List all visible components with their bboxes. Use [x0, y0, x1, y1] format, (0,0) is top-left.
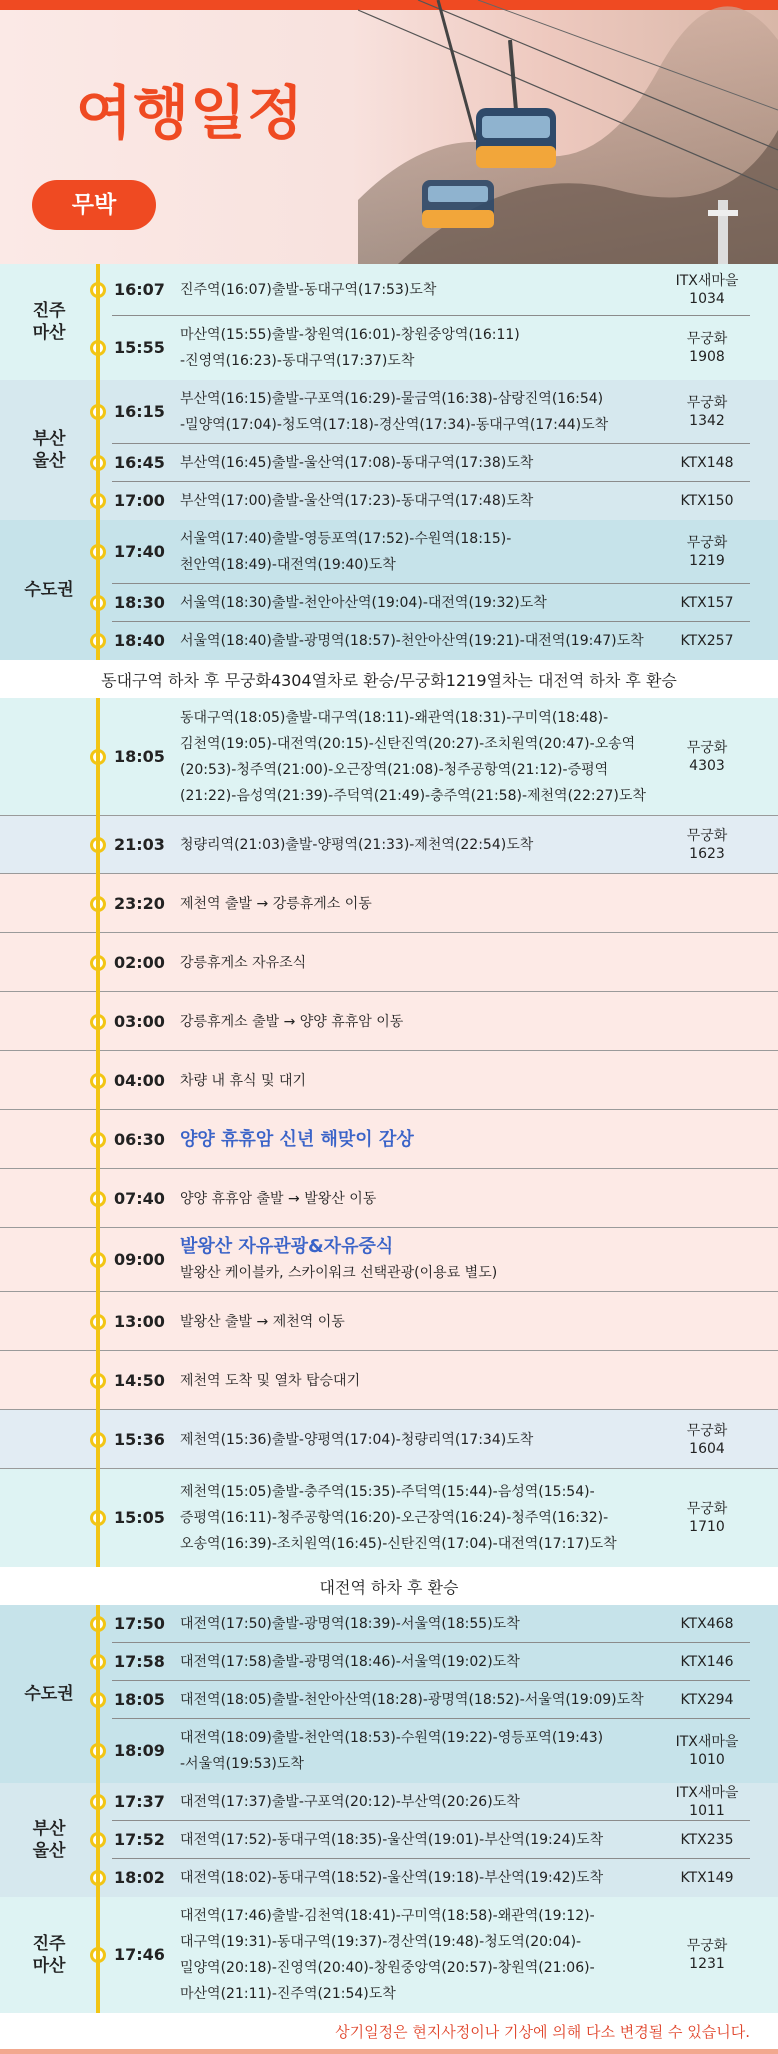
region-name: 진주 마산	[32, 301, 66, 343]
departure-time: 21:03	[114, 835, 165, 854]
schedule-row	[0, 1605, 778, 1643]
schedule-block	[0, 1410, 778, 1469]
departure-time: 17:50	[114, 1614, 165, 1633]
route-description: 양양 휴휴암 출발 → 발왕산 이동	[180, 1190, 377, 1207]
schedule-block	[0, 1469, 778, 1567]
departure-time: 18:05	[114, 1690, 165, 1709]
route-description: 부산역(16:45)출발-울산역(17:08)-동대구역(17:38)도착	[180, 455, 534, 471]
departure-time: 16:07	[114, 280, 165, 299]
schedule-row	[0, 1469, 778, 1567]
schedule-row	[0, 1681, 778, 1719]
departure-time: 17:40	[114, 542, 165, 561]
timeline-track	[96, 1605, 100, 2013]
departure-time: 18:09	[114, 1741, 165, 1760]
schedule-row	[0, 1410, 778, 1469]
region-block	[0, 264, 778, 380]
departure-time: 06:30	[114, 1129, 165, 1149]
schedule-row	[0, 874, 778, 933]
transfer-notice: 동대구역 하차 후 무궁화4304열차로 환승/무궁화1219열차는 대전역 하차 후 환승	[101, 671, 677, 690]
schedule-row	[0, 933, 778, 992]
timeline-track	[96, 698, 100, 1567]
departure-time: 17:58	[114, 1652, 165, 1671]
route-description: 서울역(18:30)출발-천안아산역(19:04)-대전역(19:32)도착	[180, 595, 547, 611]
schedule-block	[0, 698, 778, 816]
route-description: 서울역(18:40)출발-광명역(18:57)-천안아산역(19:21)-대전역(19:47)도착	[180, 633, 644, 649]
region-block	[0, 1783, 778, 1897]
train-name: KTX294	[680, 1692, 734, 1708]
schedule-row	[0, 622, 778, 660]
region-name: 부산 울산	[32, 1819, 66, 1861]
departure-time: 02:00	[114, 952, 165, 972]
train-name: 무궁화 1342	[686, 395, 728, 429]
departure-time: 17:46	[114, 1945, 165, 1964]
schedule-row	[0, 1351, 778, 1410]
region-name: 수도권	[24, 1684, 74, 1704]
route-description: 강릉휴게소 자유조식	[180, 954, 307, 971]
departure-time: 15:05	[114, 1508, 165, 1527]
departure-time: 18:05	[114, 747, 165, 766]
train-name: 무궁화 4303	[686, 740, 728, 774]
timeline-track	[96, 264, 100, 660]
schedule-row	[0, 584, 778, 622]
transfer-notice-row	[0, 660, 778, 698]
train-name: KTX148	[680, 455, 734, 471]
schedule-row	[0, 1783, 778, 1821]
schedule-row	[0, 316, 778, 380]
page-title: 여행일정	[76, 79, 305, 147]
header-banner	[0, 0, 778, 264]
disclaimer-text: 상기일정은 현지사정이나 기상에 의해 다소 변경될 수 있습니다.	[335, 2023, 750, 2041]
schedule-block	[0, 1292, 778, 1351]
train-name: KTX257	[680, 633, 734, 649]
cable-car-illustration	[358, 0, 778, 264]
route-description: 제천역 도착 및 열차 탑승대기	[180, 1372, 361, 1389]
route-description: 청량리역(21:03)출발-양평역(21:33)-제천역(22:54)도착	[180, 837, 534, 853]
region-name: 부산 울산	[32, 429, 66, 471]
schedule-row	[0, 264, 778, 316]
region-block	[0, 520, 778, 660]
timeline	[0, 264, 778, 2054]
route-description: 마산역(15:55)출발-창원역(16:01)-창원중앙역(16:11) -진영역(16:23)-동대구역(17:37)도착	[180, 327, 520, 369]
schedule-row	[0, 380, 778, 444]
route-description: 대전역(17:52)-동대구역(18:35)-울산역(19:01)-부산역(19:24)도착	[180, 1832, 604, 1848]
departure-time: 09:00	[114, 1250, 165, 1269]
route-description: 대전역(18:02)-동대구역(18:52)-울산역(19:18)-부산역(19:42)도착	[180, 1870, 604, 1886]
schedule-block	[0, 874, 778, 933]
bottom-accent-bar	[0, 2049, 778, 2054]
train-name: 무궁화 1710	[686, 1501, 728, 1535]
schedule-row	[0, 816, 778, 874]
schedule-block	[0, 816, 778, 874]
route-description: 동대구역(18:05)출발-대구역(18:11)-왜관역(18:31)-구미역(18:48)- 김천역(19:05)-대전역(20:15)-신탄진역(20:27)-조치원역(20:47)-오송역 (20:53)-청주역(21:00)-오근장역(21:08)-청주공항역(21:12)-증평역 (21:22)-음성역(21:39)-주덕역(21:49)-충주역(21:58)-제천역(22:27)도착	[180, 710, 646, 804]
region-name: 진주 마산	[32, 1934, 66, 1976]
departure-time: 17:37	[114, 1792, 165, 1811]
schedule-block	[0, 1169, 778, 1228]
footer	[0, 2013, 778, 2049]
schedule-block	[0, 933, 778, 992]
schedule-block	[0, 992, 778, 1051]
schedule-block	[0, 1110, 778, 1169]
departure-time: 17:00	[114, 491, 165, 510]
schedule-block	[0, 1051, 778, 1110]
train-name: 무궁화 1623	[686, 828, 728, 862]
overnight-badge: 무박	[32, 180, 156, 230]
route-description: 대전역(18:09)출발-천안역(18:53)-수원역(19:22)-영등포역(19:43) -서울역(19:53)도착	[180, 1730, 604, 1772]
train-name: 무궁화 1219	[686, 535, 728, 569]
departure-time: 07:40	[114, 1188, 165, 1208]
route-description: 대전역(17:58)출발-광명역(18:46)-서울역(19:02)도착	[180, 1654, 520, 1670]
route-description: 양양 휴휴암 신년 해맞이 감상	[180, 1128, 414, 1150]
train-name: KTX149	[680, 1870, 734, 1886]
schedule-row	[0, 1821, 778, 1859]
schedule-row	[0, 1859, 778, 1897]
schedule-block	[0, 1351, 778, 1410]
schedule-row	[0, 1719, 778, 1783]
schedule-row	[0, 1292, 778, 1351]
schedule-row	[0, 1643, 778, 1681]
train-name: ITX새마을 1034	[675, 273, 739, 307]
departure-time: 18:40	[114, 631, 165, 650]
departure-time: 17:52	[114, 1830, 165, 1849]
schedule-row	[0, 520, 778, 584]
route-description: 제천역(15:05)출발-충주역(15:35)-주덕역(15:44)-음성역(15:54)- 증평역(16:11)-청주공항역(16:20)-오근장역(16:24)-청주역(16:32)- 오송역(16:39)-조치원역(16:45)-신탄진역(17:04)-대전역(17:17)도착	[180, 1484, 617, 1552]
route-description: 발왕산 출발 → 제천역 이동	[180, 1313, 345, 1330]
train-name: ITX새마을 1011	[675, 1785, 739, 1819]
departure-time: 13:00	[114, 1311, 165, 1331]
route-description: 강릉휴게소 출발 → 양양 휴휴암 이동	[180, 1013, 404, 1030]
departure-time: 14:50	[114, 1370, 165, 1390]
train-name: KTX235	[680, 1832, 734, 1848]
departure-time: 04:00	[114, 1070, 165, 1090]
departure-time: 03:00	[114, 1011, 165, 1031]
schedule-row	[0, 1228, 778, 1292]
train-name: KTX146	[680, 1654, 734, 1670]
train-name: 무궁화 1231	[686, 1938, 728, 1972]
departure-time: 15:55	[114, 338, 165, 357]
schedule-row	[0, 1051, 778, 1110]
schedule-row	[0, 992, 778, 1051]
schedule-row	[0, 698, 778, 816]
route-description: 부산역(16:15)출발-구포역(16:29)-물금역(16:38)-삼랑진역(16:54) -밀양역(17:04)-청도역(17:18)-경산역(17:34)-동대구역(17:44)도착	[180, 391, 609, 433]
route-description: 진주역(16:07)출발-동대구역(17:53)도착	[180, 282, 437, 298]
train-name: 무궁화 1604	[686, 1422, 728, 1457]
train-name: KTX150	[680, 493, 734, 509]
region-block	[0, 380, 778, 520]
schedule-row	[0, 1897, 778, 2013]
route-description: 제천역 출발 → 강릉휴게소 이동	[180, 895, 372, 912]
route-description: 서울역(17:40)출발-영등포역(17:52)-수원역(18:15)- 천안역(18:49)-대전역(19:40)도착	[180, 531, 512, 573]
route-description: 차량 내 휴식 및 대기	[180, 1072, 306, 1089]
route-description: 제천역(15:36)출발-양평역(17:04)-청량리역(17:34)도착	[180, 1431, 534, 1448]
transfer-notice-row	[0, 1567, 778, 1605]
region-name: 수도권	[24, 580, 74, 600]
train-name: KTX468	[680, 1616, 734, 1632]
departure-time: 15:36	[114, 1429, 165, 1449]
departure-time: 23:20	[114, 893, 165, 913]
departure-time: 16:15	[114, 402, 165, 421]
route-description: 대전역(17:46)출발-김천역(18:41)-구미역(18:58)-왜관역(19:12)- 대구역(19:31)-동대구역(19:37)-경산역(19:48)-청도역(20:04)- 밀양역(20:18)-진영역(20:40)-창원중앙역(20:57)-창원역(21:06)- 마산역(21:11)-진주역(21:54)도착	[180, 1908, 595, 2002]
route-description: 대전역(17:50)출발-광명역(18:39)-서울역(18:55)도착	[180, 1616, 520, 1632]
route-description: 대전역(17:37)출발-구포역(20:12)-부산역(20:26)도착	[180, 1794, 520, 1810]
region-block	[0, 1605, 778, 1783]
route-description: 부산역(17:00)출발-울산역(17:23)-동대구역(17:48)도착	[180, 493, 534, 509]
route-description: 발왕산 자유관광&자유중식	[180, 1236, 394, 1257]
schedule-row	[0, 482, 778, 520]
departure-time: 18:02	[114, 1868, 165, 1887]
transfer-notice: 대전역 하차 후 환승	[319, 1578, 459, 1597]
train-name: ITX새마을 1010	[675, 1734, 739, 1768]
schedule-row	[0, 1169, 778, 1228]
departure-time: 16:45	[114, 453, 165, 472]
schedule-block	[0, 1228, 778, 1292]
route-description: 대전역(18:05)출발-천안아산역(18:28)-광명역(18:52)-서울역(19:09)도착	[180, 1692, 644, 1708]
route-subnote: 발왕산 케이블카, 스카이워크 선택관광(이용료 별도)	[180, 1265, 498, 1281]
schedule-row	[0, 444, 778, 482]
train-name: KTX157	[680, 595, 734, 611]
departure-time: 18:30	[114, 593, 165, 612]
region-block	[0, 1897, 778, 2013]
train-name: 무궁화 1908	[686, 331, 728, 365]
schedule-row	[0, 1110, 778, 1169]
